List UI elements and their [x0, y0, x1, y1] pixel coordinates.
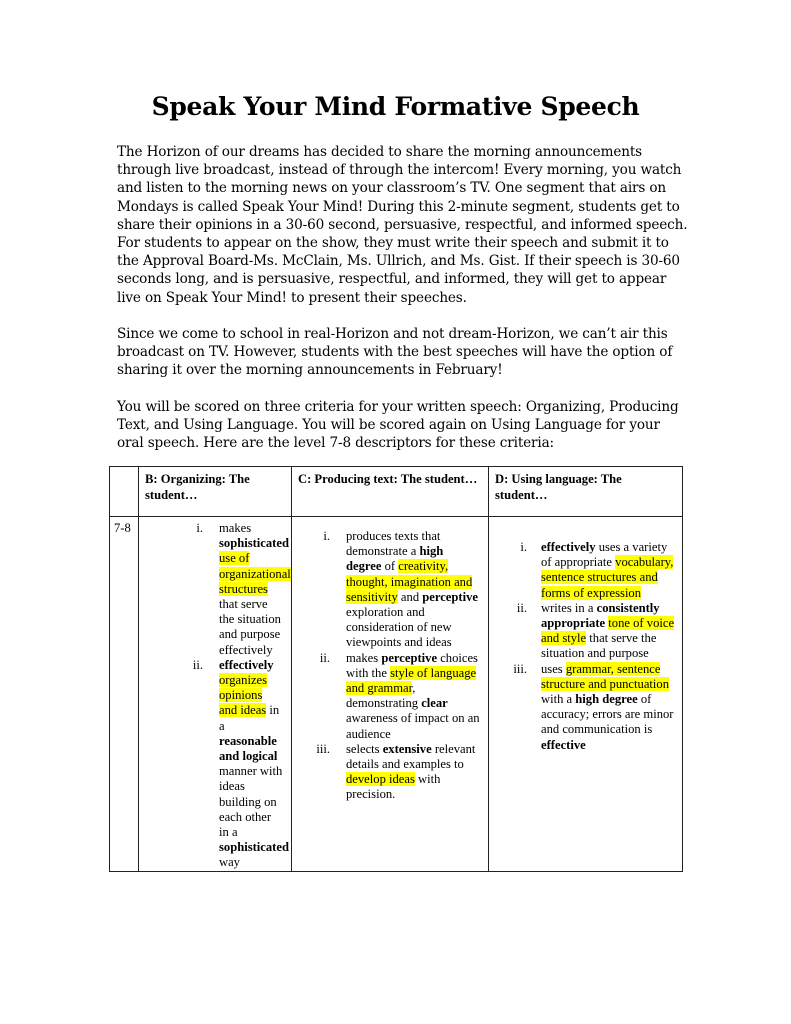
numeral: iii.: [316, 741, 330, 756]
numeral: ii.: [192, 657, 203, 672]
highlighted-text: vocabulary, sentence structures and forms of expression: [541, 555, 674, 600]
header-organizing: B: Organizing: The student…: [139, 467, 292, 517]
bold-text: effectively: [219, 657, 274, 672]
bold-text: consistently appropriate: [541, 600, 660, 631]
text: with precision.: [346, 772, 441, 802]
producing-item-i: [292, 529, 480, 651]
text: uses: [541, 661, 566, 676]
text: awareness of impact on an audience: [346, 711, 480, 741]
highlighted-text: organizes opinions and ideas: [219, 673, 268, 718]
rubric-header-row: [110, 467, 683, 517]
numeral: i.: [520, 540, 527, 554]
bold-text: sophisticated: [219, 536, 289, 551]
using-language-descriptors: [489, 517, 683, 872]
scoring-paragraph: You will be scored on three criteria for your written speech: Organizing, Producing Text, and Using Language. You will be scored again on Using Language for your oral speech. Here are the level 7-8 descriptors for these criteria:: [117, 399, 679, 452]
header-producing-text: C: Producing text: The student…: [292, 467, 489, 517]
intro-paragraph: The Horizon of our dreams has decided to share the morning announcements through live broadcast, instead of through the intercom! Every morning, you watch and listen to the morning news on your classroom’s TV. One segment that airs on Mondays is called Speak Your Mind! During this 2-minute segment, students get to share their opinions in a 30-60 second, persuasive, respectful, and informed speech. For students to appear on the show, they must write their speech and submit it to the Approval Board-Ms. McClain, Ms. Ullrich, and Ms. Gist. If their speech is 30-60 seconds long, and is persuasive, respectful, and informed, they will get to appear live on Speak Your Mind! to present their speeches.: [117, 144, 688, 306]
organizing-item-ii: [139, 657, 289, 871]
highlighted-text: use of organizational structures: [219, 551, 291, 596]
text: of accuracy; errors are minor and communication is: [541, 692, 674, 737]
text: of: [381, 559, 399, 574]
text: choices with the: [346, 650, 478, 680]
language-item-iii: [489, 662, 676, 753]
bold-text: clear: [421, 696, 448, 711]
level-cell: 7-8: [110, 517, 139, 872]
bold-text: perceptive: [422, 589, 478, 604]
numeral: ii.: [516, 600, 527, 615]
language-item-ii: [489, 601, 676, 662]
rubric-table: [109, 466, 683, 872]
bold-text: effectively: [541, 540, 596, 554]
bold-text: perceptive: [381, 650, 438, 665]
numeral: iii.: [513, 661, 527, 676]
text: and: [397, 589, 423, 604]
text: way: [219, 855, 240, 870]
bold-text: sophisticated: [219, 840, 289, 855]
text: makes: [346, 650, 382, 665]
text: , demonstrating: [346, 681, 422, 711]
text: produces texts that demonstrate a: [346, 529, 441, 559]
bold-text: reasonable and logical: [219, 733, 278, 764]
text: relevant details and examples to: [346, 741, 476, 772]
bold-text: high degree: [346, 544, 444, 574]
highlighted-text: tone of voice and style: [541, 616, 675, 646]
numeral: ii.: [319, 650, 330, 665]
bold-text: extensive: [382, 741, 432, 756]
text: that serve the situation and purpose effectively: [219, 597, 281, 657]
text: manner with ideas building on each other in a: [219, 764, 283, 840]
text: writes in a: [541, 600, 597, 615]
producing-item-ii: [292, 651, 480, 742]
organizing-item-i: [139, 521, 291, 658]
highlighted-text: style of language and grammar: [346, 665, 477, 696]
text: makes: [219, 521, 252, 535]
text: uses a variety of appropriate: [541, 540, 668, 570]
bold-text: effective: [541, 737, 586, 752]
rubric-row-7-8: [110, 517, 683, 872]
highlighted-text: develop ideas: [346, 772, 415, 787]
producing-text-descriptors: [292, 517, 489, 872]
text: exploration and consideration of new viewpoints and ideas: [346, 605, 452, 650]
language-item-i: [489, 540, 676, 601]
text: that serve the situation and purpose: [541, 631, 657, 661]
header-level: [110, 467, 139, 517]
broadcast-paragraph: Since we come to school in real-Horizon and not dream-Horizon, we can’t air this broadcast on TV. However, students with the best speeches will have the option of sharing it over the morning announcements in February!: [117, 326, 673, 379]
producing-item-iii: [292, 742, 480, 803]
text: with a: [541, 692, 576, 707]
numeral: i.: [323, 529, 330, 543]
organizing-descriptors: [139, 517, 292, 872]
header-using-language: D: Using language: The student…: [489, 467, 683, 517]
text: selects: [346, 741, 383, 756]
highlighted-text: creativity, thought, imagination and sensitivity: [346, 559, 473, 604]
numeral: i.: [196, 521, 203, 535]
page-title: Speak Your Mind Formative Speech: [151, 92, 640, 121]
highlighted-text: grammar, sentence structure and punctuation: [541, 661, 669, 691]
bold-text: high degree: [575, 692, 638, 707]
text: in a: [219, 703, 280, 733]
